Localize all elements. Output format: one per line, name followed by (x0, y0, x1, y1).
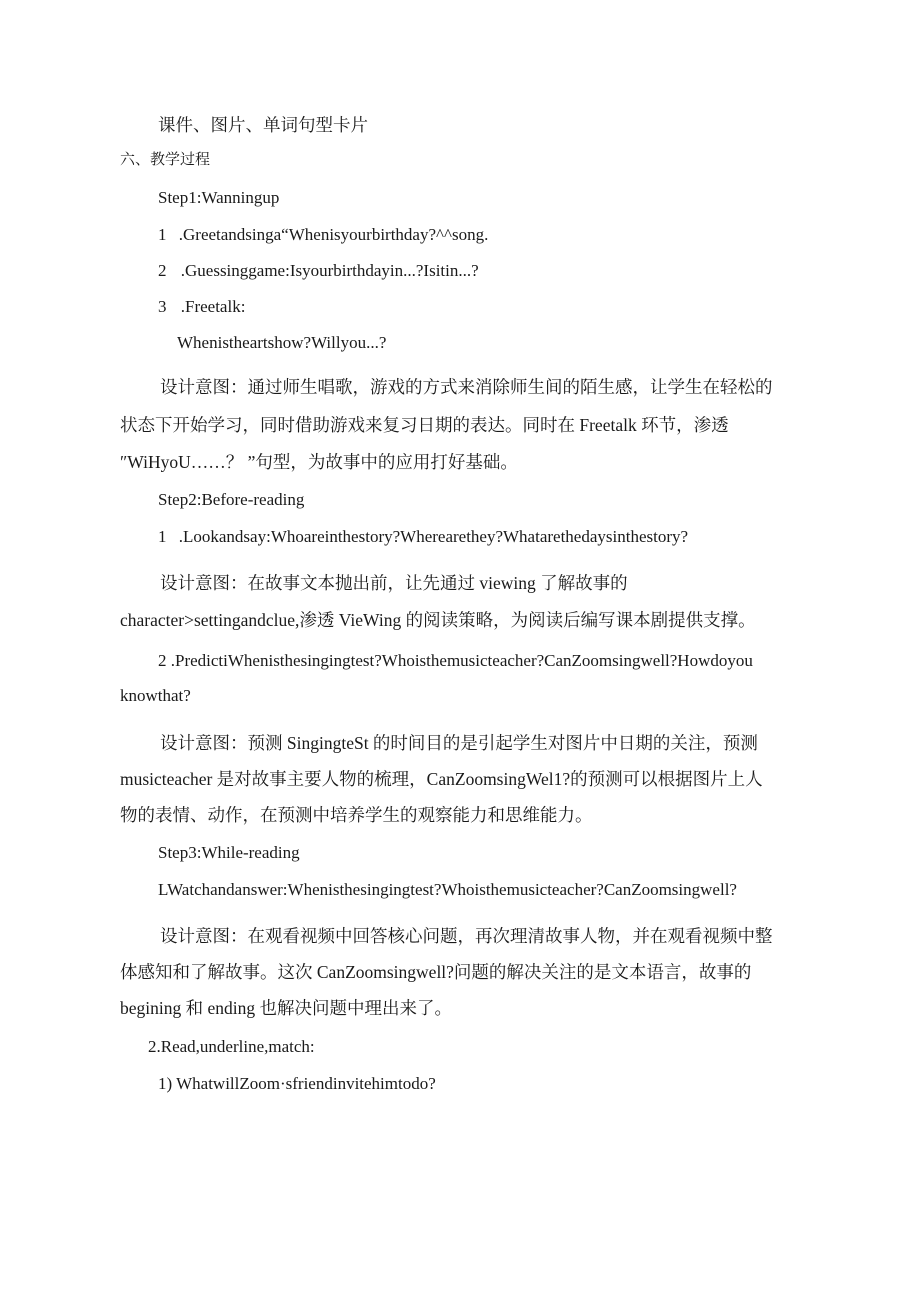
step2-title: Step2:Before-reading (158, 490, 305, 509)
step1-intent-line-3: ″WiHyoU……？ ”句型，为故事中的应用打好基础。 (120, 452, 518, 472)
step2-intent2-line-2: musicteacher 是对故事主要人物的梳理，CanZoomsingWel1?的预测可以根据图片上人 (120, 769, 763, 789)
step3-intent-line-2: 体感知和了解故事。这次 CanZoomsingwell?问题的解决关注的是文本语言，故事的 (120, 962, 752, 982)
step2-item-1 (158, 527, 688, 547)
step3-sub-item-1: 1) WhatwillZoom·sfriendinvitehimtodo? (158, 1074, 436, 1093)
step2-intent1-line-2: character>settingandclue,渗透 VieWing 的阅读策略，为阅读后编写课本剧提供支撑。 (120, 610, 756, 630)
step1-item-2 (158, 261, 479, 281)
step1-item-3-number: 3 (158, 297, 167, 316)
step3-intent-line-3: begining 和 ending 也解决问题中理出来了。 (120, 998, 452, 1018)
step1-item-1 (158, 225, 488, 245)
step3-title: Step3:While-reading (158, 843, 300, 862)
step1-intent-line-1: 设计意图：通过师生唱歌，游戏的方式来消除师生间的陌生感，让学生在轻松的 (160, 377, 773, 397)
step1-freetalk-detail: Whenistheartshow?Willyou...? (177, 333, 387, 352)
step2-item-1-text: .Lookandsay:Whoareinthestory?Wherearethey?Whatarethedaysinthestory? (178, 527, 689, 546)
step3-item-1: LWatchandanswer:Whenisthesingingtest?Whoisthemusicteacher?CanZoomsingwell? (158, 880, 737, 899)
step2-item-2-line-1: 2 .PredictiWhenisthesingingtest?Whoisthemusicteacher?CanZoomsingwell?Howdoyou (158, 651, 753, 670)
step1-item-3-text: .Freetalk: (180, 297, 246, 316)
step1-item-1-text: .Greetandsinga“Whenisyourbirthday?^^song. (178, 225, 489, 244)
step1-item-3 (158, 297, 245, 317)
step1-item-1-number: 1 (158, 225, 167, 244)
step2-intent1-line-1: 设计意图：在故事文本抛出前，让先通过 viewing 了解故事的 (160, 573, 628, 593)
step1-intent-line-2: 状态下开始学习，同时借助游戏来复习日期的表达。同时在 Freetalk 环节，渗透 (120, 415, 729, 435)
step2-intent2-line-1: 设计意图：预测 SingingteSt 的时间目的是引起学生对图片中日期的关注，预测 (160, 733, 758, 753)
step1-item-2-number: 2 (158, 261, 167, 280)
step1-title: Step1:Wanningup (158, 188, 280, 207)
step3-item-2: 2.Read,underline,match: (148, 1037, 315, 1056)
teaching-materials: 课件、图片、单词句型卡片 (158, 115, 368, 135)
step2-intent2-line-3: 物的表情、动作，在预测中培养学生的观察能力和思维能力。 (120, 805, 593, 825)
step1-item-2-text: .Guessinggame:Isyourbirthdayin...?Isitin...? (180, 261, 479, 280)
section-title-teaching-process: 六、教学过程 (120, 152, 211, 168)
step2-item-1-number: 1 (158, 527, 167, 546)
step3-intent-line-1: 设计意图：在观看视频中回答核心问题，再次理清故事人物，并在观看视频中整 (160, 926, 773, 946)
step2-item-2-line-2: knowthat? (120, 686, 191, 705)
